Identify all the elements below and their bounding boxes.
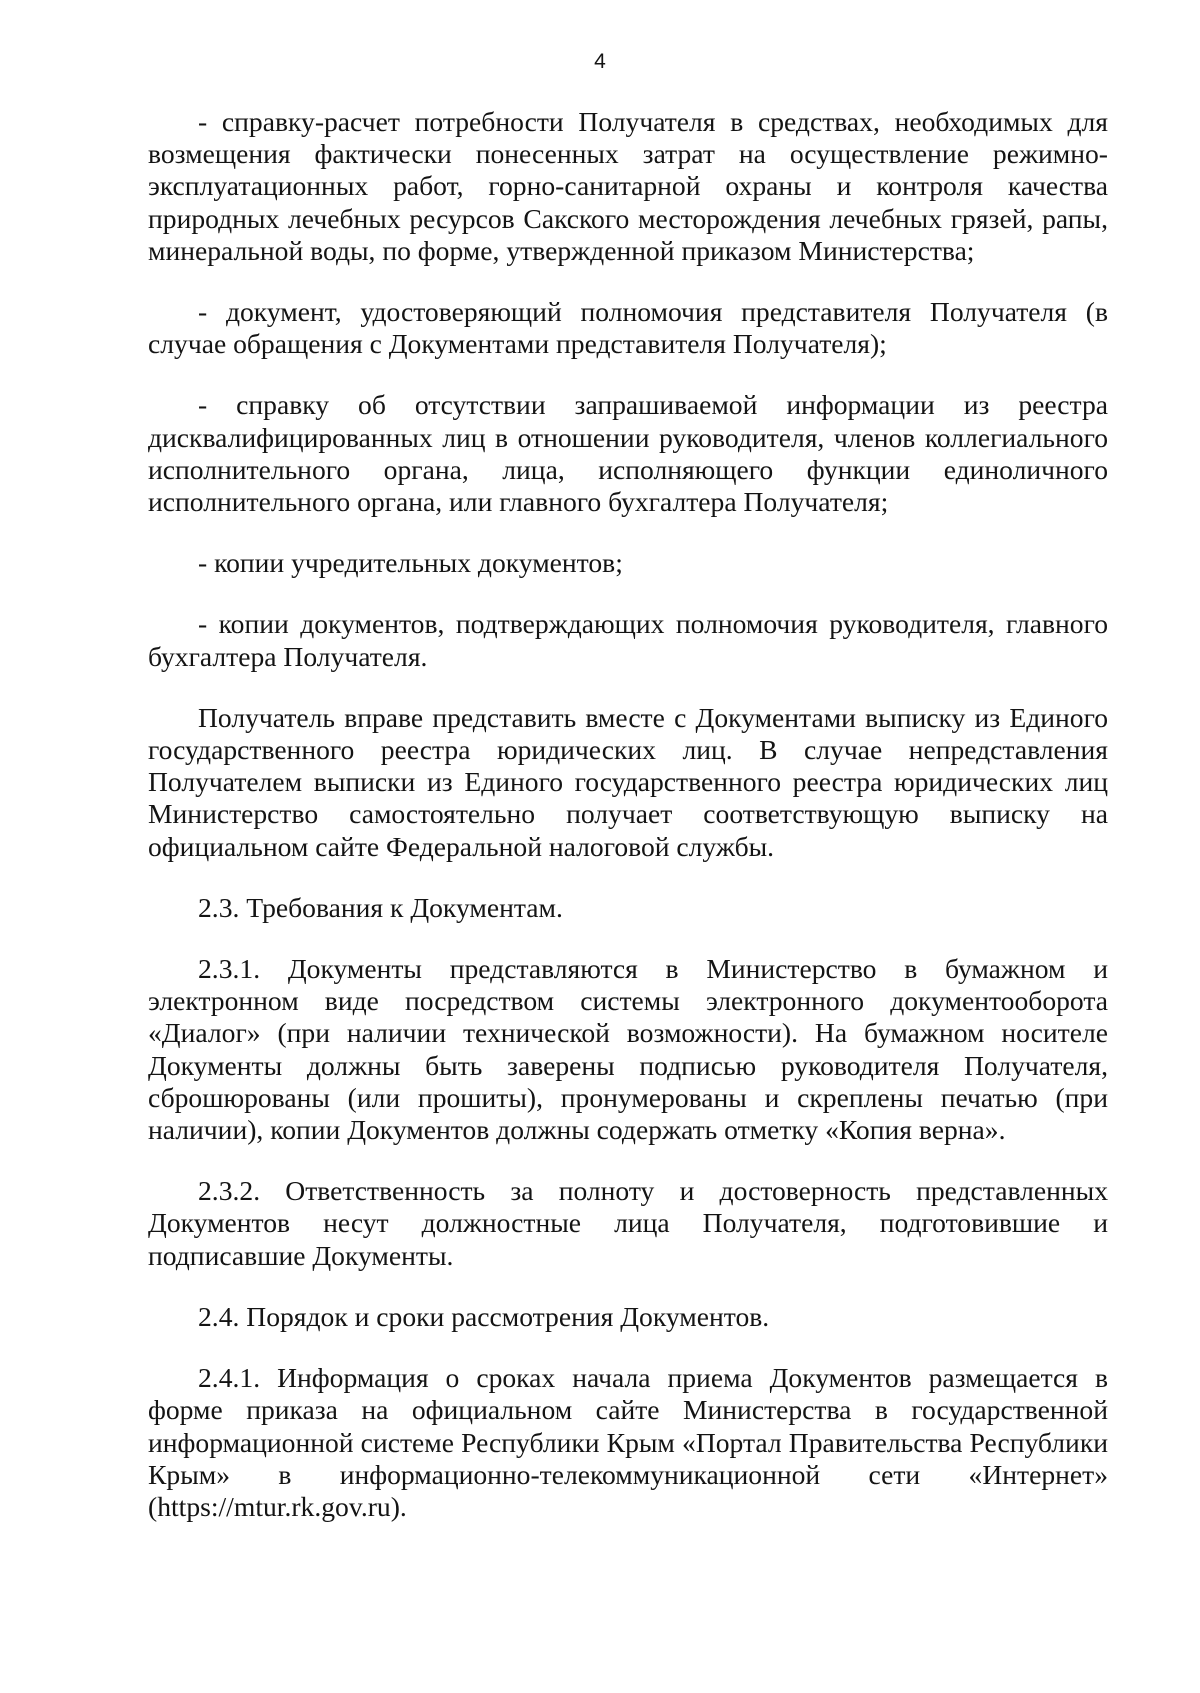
list-item-founding-documents: - копии учредительных документов; [198,547,623,579]
paragraph-2-4-1: 2.4.1. Информация о сроках начала приема Документов размещается в форме приказа на официальном сайте Министерства в государственной информационной системе Республики Крым «Портал Правительства Республики Крым» в информационно-телекоммуникационной сети «Интернет» (https://mtur.rk.gov.ru). [148,1362,1108,1522]
list-item-disqualification-certificate: - справку об отсутствии запрашиваемой информации из реестра дисквалифицированных лиц в отношении руководителя, членов коллегиального исполнительного органа, лица, исполняющего функции единоличного исполнительного органа, или главного бухгалтера Получателя; [148,389,1108,518]
document-body [148,106,1108,1523]
page-number: 4 [594,50,606,73]
list-item-calculation: - справку-расчет потребности Получателя в средствах, необходимых для возмещения фактически понесенных затрат на осуществление режимно-эксплуатационных работ, горно-санитарной охраны и контроля качества природных лечебных ресурсов Сакского месторождения лечебных грязей, рапы, минеральной воды, по форме, утвержденной приказом Министерства; [148,106,1108,266]
paragraph-2-3-1: 2.3.1. Документы представляются в Министерство в бумажном и электронном виде посредством системы электронного документооборота «Диалог» (при наличии технической возможности). На бумажном носителе Документы должны быть заверены подписью руководителя Получателя, сброшюрованы (или прошиты), пронумерованы и скреплены печатью (при наличии), копии Документов должны содержать отметку «Копия верна». [148,953,1108,1146]
paragraph-2-3-2: 2.3.2. Ответственность за полноту и достоверность представленных Документов несут должностные лица Получателя, подготовившие и подписавшие Документы. [148,1175,1108,1271]
list-item-authority-document: - документ, удостоверяющий полномочия представителя Получателя (в случае обращения с Документами представителя Получателя); [148,296,1108,360]
section-heading-2-4: 2.4. Порядок и сроки рассмотрения Документов. [198,1300,770,1332]
list-item-authority-copies: - копии документов, подтверждающих полномочия руководителя, главного бухгалтера Получателя. [148,608,1108,672]
section-heading-2-3: 2.3. Требования к Документам. [198,891,563,923]
paragraph-registry-extract: Получатель вправе представить вместе с Документами выписку из Единого государственного реестра юридических лиц. В случае непредставления Получателем выписки из Единого государственного реестра юридических лиц Министерство самостоятельно получает соответствующую выписку на официальном сайте Федеральной налоговой службы. [148,701,1108,862]
